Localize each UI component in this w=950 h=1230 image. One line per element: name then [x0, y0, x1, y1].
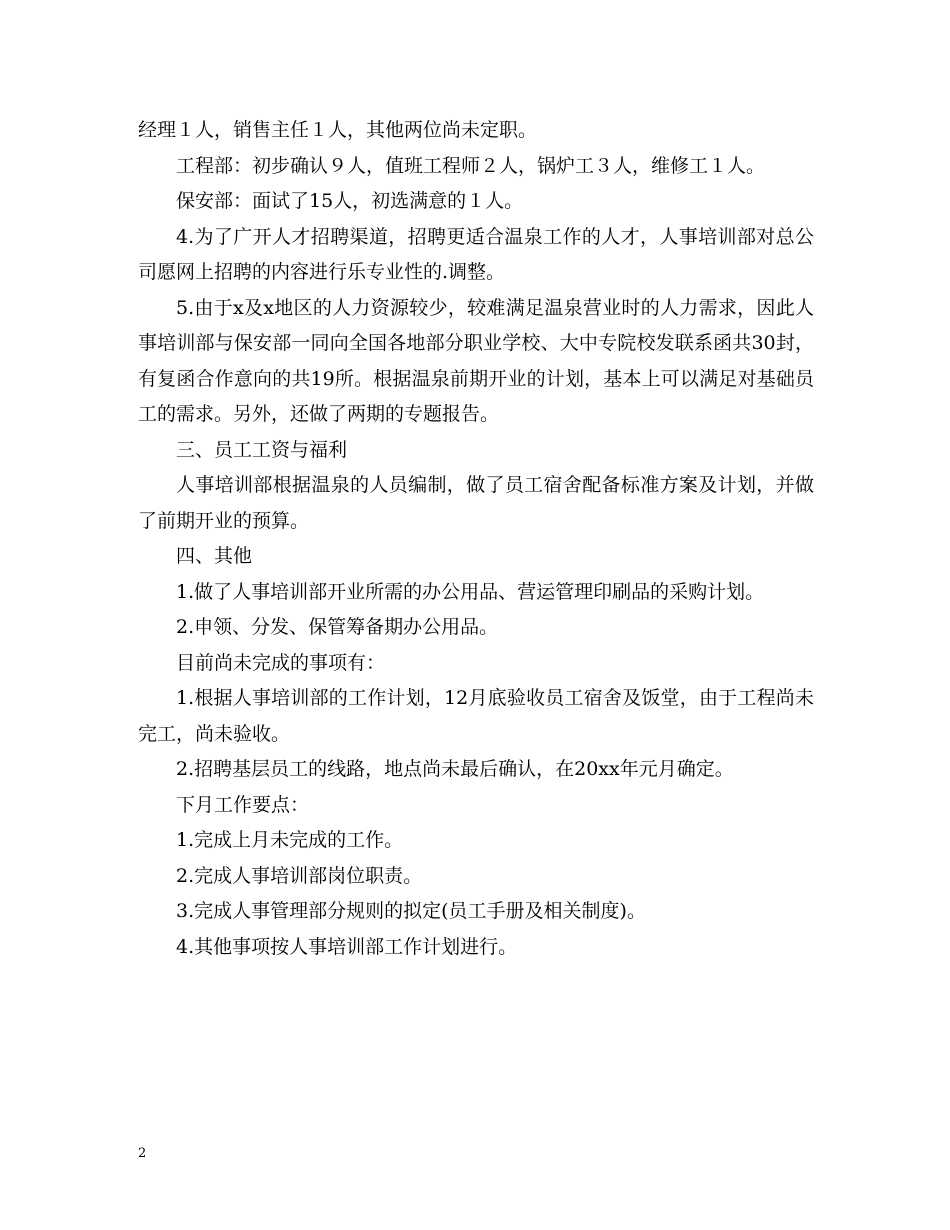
- paragraph-unfinished-item-1: 1.根据人事培训部的工作计划，12月底验收员工宿舍及饭堂，由于工程尚未完工，尚未验收。: [138, 687, 814, 745]
- paragraph-other-item-1: 1.做了人事培训部开业所需的办公用品、营运管理印刷品的采购计划。: [176, 580, 765, 603]
- document-body: [138, 113, 814, 965]
- heading-next-month-points: 下月工作要点：: [176, 793, 310, 816]
- paragraph-next-month-item-1: 1.完成上月未完成的工作。: [176, 829, 404, 851]
- paragraph-unfinished-item-2: 2.招聘基层员工的线路，地点尚未最后确认，在20xx年元月确定。: [176, 758, 734, 780]
- paragraph-next-month-item-2: 2.完成人事培训部岗位职责。: [176, 864, 423, 887]
- paragraph-item-5: 5.由于x及x地区的人力资源较少，较难满足温泉营业时的人力需求，因此人事培训部与保安部一同向全国各地部分职业学校、大中专院校发联系函共30封，有复函合作意向的共19所。根据温泉前期开业的计划，基本上可以满足对基础员工的需求。另外，还做了两期的专题报告。: [138, 296, 814, 425]
- paragraph-next-month-item-3: 3.完成人事管理部分规则的拟定(员工手册及相关制度)。: [176, 900, 646, 922]
- section-heading-other: 四、其他: [176, 545, 253, 567]
- paragraph-security-dept: 保安部：面试了15人，初选满意的１人。: [176, 190, 524, 212]
- section-heading-wages-benefits: 三、员工工资与福利: [176, 438, 348, 461]
- page-number: 2: [138, 1146, 147, 1161]
- heading-unfinished-items: 目前尚未完成的事项有：: [176, 651, 386, 674]
- paragraph-engineering-dept: 工程部：初步确认９人，值班工程师２人，锅炉工３人，维修工１人。: [176, 154, 766, 177]
- paragraph-wages-benefits: 人事培训部根据温泉的人员编制，做了员工宿舍配备标准方案及计划，并做了前期开业的预算。: [138, 474, 814, 532]
- paragraph-other-item-2: 2.申领、分发、保管筹备期办公用品。: [176, 616, 499, 638]
- paragraph-continuation: 经理１人，销售主任１人，其他两位尚未定职。: [138, 119, 538, 141]
- paragraph-item-4: 4.为了广开人才招聘渠道，招聘更适合温泉工作的人才，人事培训部对总公司愿网上招聘的内容进行乐专业性的.调整。: [138, 225, 814, 283]
- paragraph-next-month-item-4: 4.其他事项按人事培训部工作计划进行。: [176, 935, 518, 958]
